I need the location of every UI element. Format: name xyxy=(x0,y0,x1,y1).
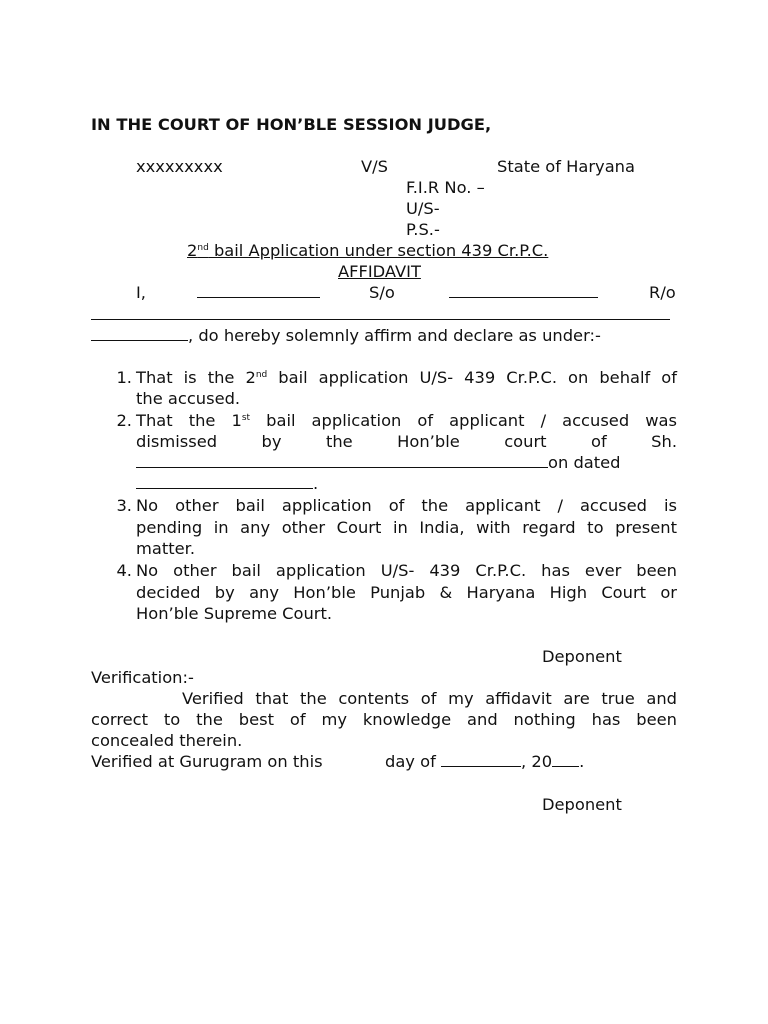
father-name-blank xyxy=(449,282,598,303)
application-ordinal-suffix: nd xyxy=(197,243,209,253)
deponent-label: Deponent xyxy=(542,647,622,666)
item-1-line-2: the accused. xyxy=(136,389,241,408)
item-2-line-4: . xyxy=(136,473,318,494)
deponent-label-2: Deponent xyxy=(542,795,622,814)
item-4-marker: 4. xyxy=(116,561,132,580)
day-blank xyxy=(441,751,521,767)
petitioner-name: xxxxxxxxx xyxy=(136,157,223,176)
item-3-marker: 3. xyxy=(116,496,132,515)
item-4-line-1: No other bail application U/S- 439 Cr.P.C. has ever been xyxy=(136,561,677,580)
year-blank xyxy=(552,751,579,767)
application-title xyxy=(187,240,548,261)
verification-date: day of , 20 . xyxy=(385,752,585,771)
respondent-name: State of Haryana xyxy=(497,157,635,176)
fir-number: F.I.R No. – xyxy=(406,178,485,197)
application-ordinal: 2 xyxy=(187,241,198,260)
item-3-line-3: matter. xyxy=(136,539,195,558)
item-4-line-2: decided by any Hon’ble Punjab & Haryana High Court or xyxy=(136,583,677,602)
item-3-line-1: No other bail application of the applicant / accused is xyxy=(136,496,677,515)
item-1-line-1: That is the 2nd bail application U/S- 439 Cr.P.C. on behalf of xyxy=(136,368,677,387)
declaration-text: , do hereby solemnly affirm and declare as under:- xyxy=(188,326,601,345)
court-heading: IN THE COURT OF HON’BLE SESSION JUDGE, xyxy=(91,115,492,134)
address-blank-tail xyxy=(91,325,188,341)
verification-line-3: concealed therein. xyxy=(91,731,243,750)
resident-of-label: R/o xyxy=(649,283,676,302)
police-station: P.S.- xyxy=(406,220,440,239)
name-blank xyxy=(197,282,320,303)
document-type: AFFIDAVIT xyxy=(338,262,421,281)
verification-line-2: correct to the best of my knowledge and nothing has been xyxy=(91,710,677,729)
judge-name-blank xyxy=(136,452,548,468)
application-title-rest: bail Application under section 439 Cr.P.C. xyxy=(208,241,549,260)
verification-place: Verified at Gurugram on this xyxy=(91,752,323,771)
verification-line-1: Verified that the contents of my affidavit are true and xyxy=(182,689,677,708)
date-blank xyxy=(136,473,313,489)
son-of-label: S/o xyxy=(369,283,395,302)
declaration-line xyxy=(91,325,601,346)
item-1-marker: 1. xyxy=(116,368,132,387)
item-2-marker: 2. xyxy=(116,411,132,430)
item-2-line-1: That the 1st bail application of applicant / accused was xyxy=(136,411,677,430)
intro-i: I, xyxy=(136,283,146,302)
versus-label: V/S xyxy=(361,157,388,176)
under-section: U/S- xyxy=(406,199,440,218)
verification-heading: Verification:- xyxy=(91,668,194,687)
address-blank-line xyxy=(91,304,670,325)
item-2-line-3: on dated xyxy=(136,452,677,473)
item-2-line-2: dismissed by the Hon’ble court of Sh. xyxy=(136,432,677,451)
item-4-line-3: Hon’ble Supreme Court. xyxy=(136,604,333,623)
item-3-line-2: pending in any other Court in India, with regard to present xyxy=(136,518,677,537)
